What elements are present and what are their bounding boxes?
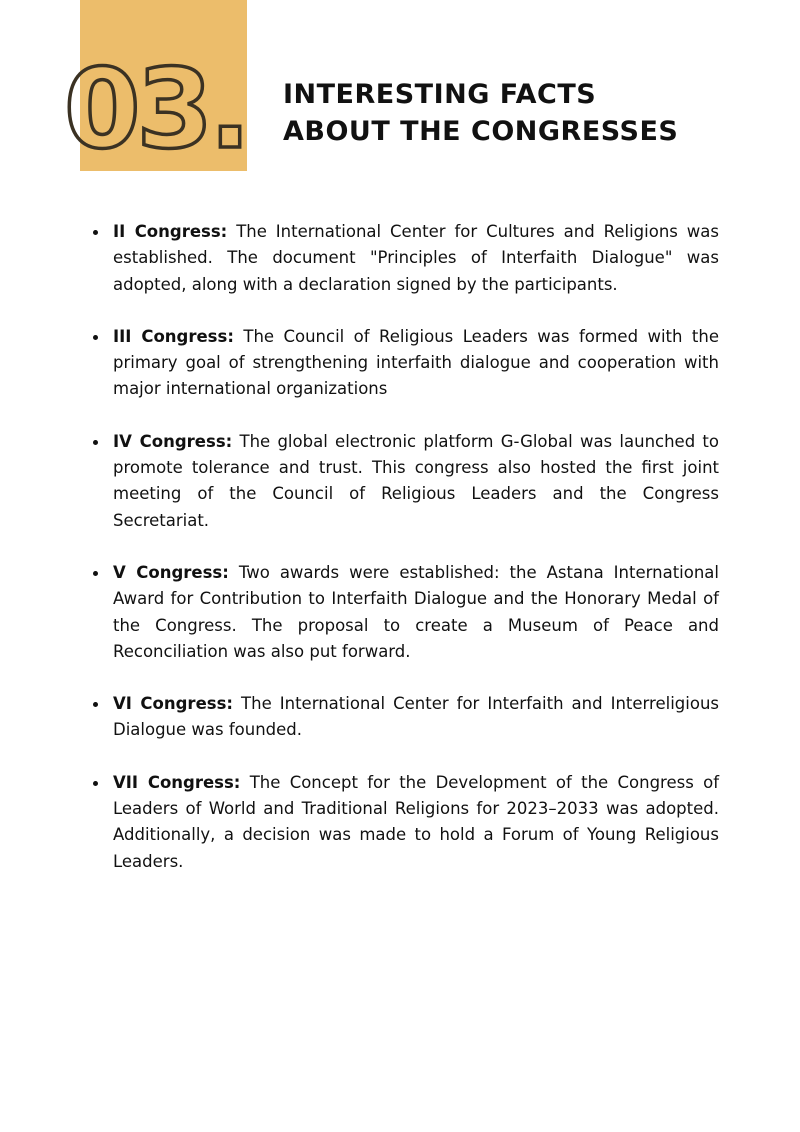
page-title-line-2: ABOUT THE CONGRESSES <box>283 116 679 147</box>
fact-item-vi-congress <box>113 691 719 744</box>
fact-item-iii-congress <box>113 324 719 403</box>
fact-item-ii-congress <box>113 219 719 298</box>
section-number-block <box>64 0 247 173</box>
fact-text: The Council of Religious Leaders was formed with the primary goal of strengthening interfaith dialogue and cooperation with major international organizations <box>113 326 719 399</box>
fact-text: The International Center for Cultures and Religions was established. The document "Principles of Interfaith Dialogue" was adopted, along with a declaration signed by the participants. <box>113 222 720 294</box>
fact-text: The global electronic platform G-Global was launched to promote tolerance and trust. This congress also hosted the first joint meeting of the Council of Religious Leaders and the Congress Secretariat. <box>113 431 720 530</box>
fact-text: The Concept for the Development of the Congress of Leaders of World and Traditional Religions for 2023–2033 was adopted. Additionally, a decision was made to hold a Forum of Young Religious Leaders. <box>113 772 719 871</box>
page-title-line-1: INTERESTING FACTS <box>283 79 597 110</box>
fact-text: The International Center for Interfaith and Interreligious Dialogue was founded. <box>113 694 719 740</box>
fact-label: V Congress: <box>113 562 229 582</box>
section-number-graphic <box>64 0 247 173</box>
fact-label: III Congress: <box>113 326 234 346</box>
fact-label: IV Congress: <box>113 431 233 451</box>
fact-label: VII Congress: <box>113 772 241 792</box>
fact-item-vii-congress <box>113 770 719 875</box>
fact-item-iv-congress <box>113 429 719 534</box>
fact-label: II Congress: <box>113 222 228 241</box>
facts-list <box>113 219 719 901</box>
fact-item-v-congress <box>113 560 719 665</box>
section-number: 03. <box>64 45 247 173</box>
fact-label: VI Congress: <box>113 694 234 714</box>
fact-text: Two awards were established: the Astana International Award for Contribution to Interfaith Dialogue and the Honorary Medal of the Congress. The proposal to create a Museum of Peace and Reconciliation was also put forward. <box>113 562 719 661</box>
page-title <box>283 76 678 150</box>
